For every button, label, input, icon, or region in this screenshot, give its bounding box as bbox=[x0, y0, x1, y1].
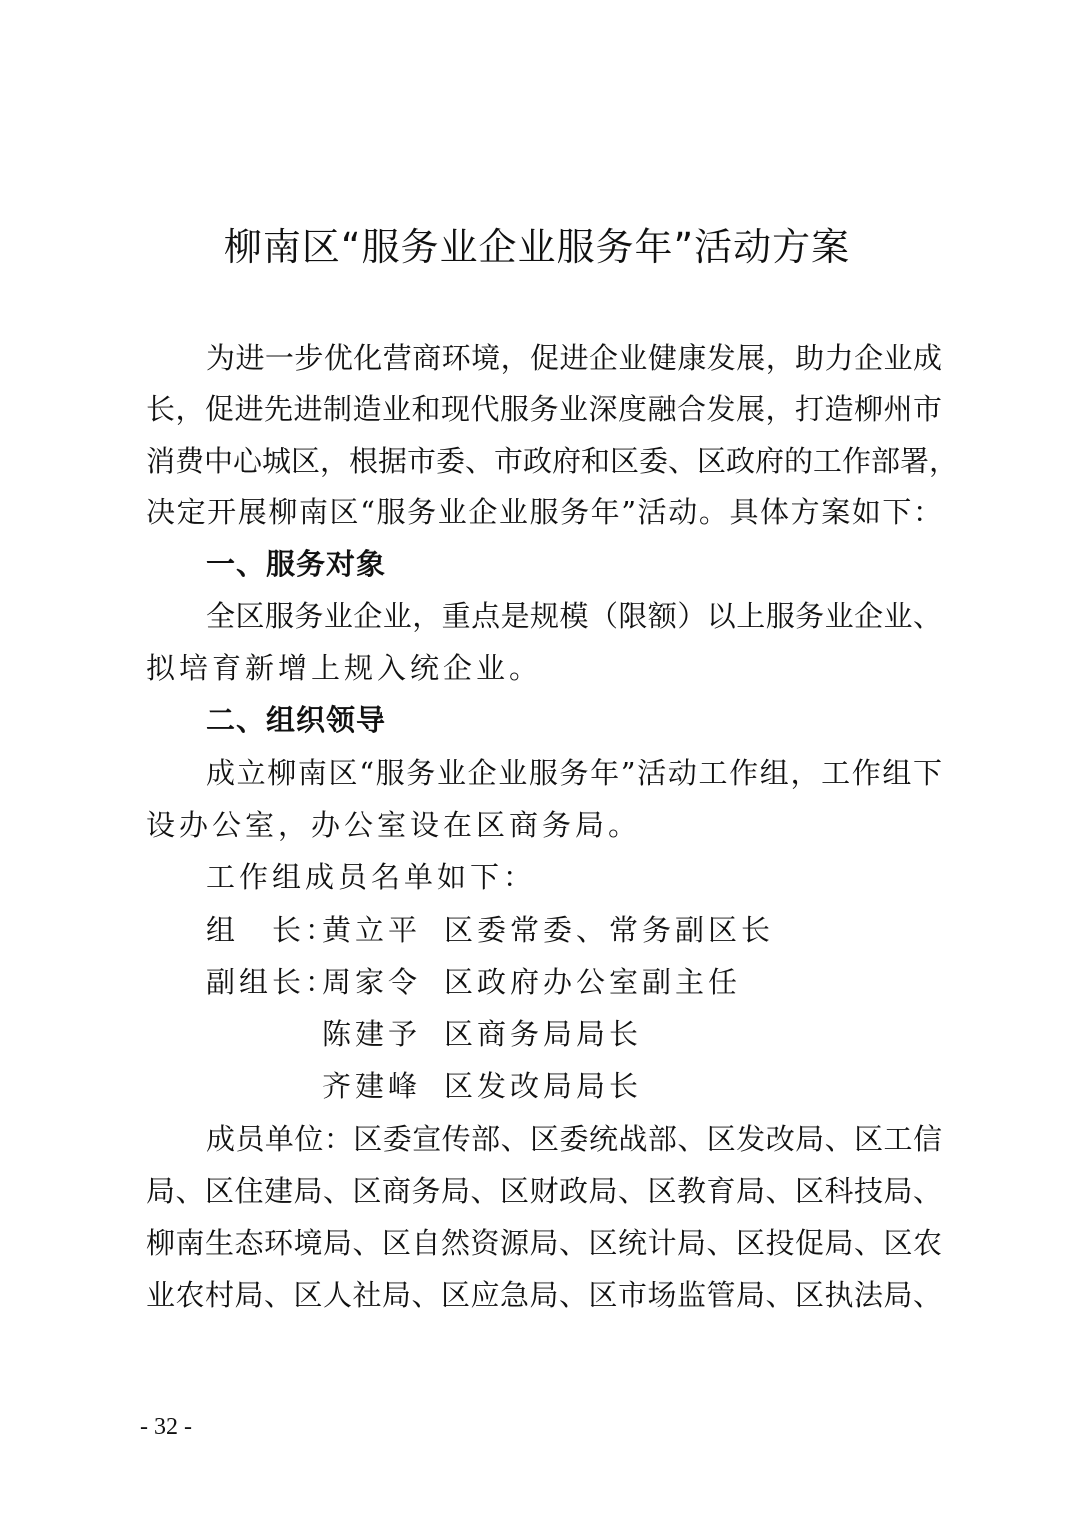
units-line-4: 业农村局、区人社局、区应急局、区市场监管局、区执法局、 bbox=[146, 1278, 942, 1312]
document-title: 柳南区“服务业企业服务年”活动方案 bbox=[223, 225, 851, 269]
member-list-intro: 工作组成员名单如下： bbox=[206, 860, 537, 894]
member-name: 齐建峰 bbox=[322, 1069, 422, 1103]
intro-line-4: 决定开展柳南区“服务业企业服务年”活动。具体方案如下： bbox=[146, 495, 942, 529]
section2-line-1: 成立柳南区“服务业企业服务年”活动工作组，工作组下 bbox=[206, 756, 942, 790]
units-line-3: 柳南生态环境局、区自然资源局、区统计局、区投促局、区农 bbox=[146, 1226, 942, 1260]
member-role: 区政府办公室副主任 bbox=[444, 965, 742, 999]
page-number: - 32 - bbox=[140, 1414, 192, 1440]
member-label: 副组长： bbox=[206, 965, 339, 999]
section1-line-1: 全区服务业企业，重点是规模（限额）以上服务业企业、 bbox=[206, 599, 942, 633]
member-role: 区委常委、常务副区长 bbox=[444, 913, 775, 947]
section-heading-organization: 二、组织领导 bbox=[206, 703, 387, 737]
member-label: 组 长： bbox=[206, 913, 339, 947]
member-name: 陈建予 bbox=[322, 1017, 422, 1051]
units-line-2: 局、区住建局、区商务局、区财政局、区教育局、区科技局、 bbox=[146, 1174, 942, 1208]
member-name: 黄立平 bbox=[322, 913, 422, 947]
member-role: 区发改局局长 bbox=[444, 1069, 643, 1103]
section2-line-2: 设办公室，办公室设在区商务局。 bbox=[146, 808, 642, 842]
section1-line-2: 拟培育新增上规入统企业。 bbox=[146, 651, 543, 685]
member-role: 区商务局局长 bbox=[444, 1017, 643, 1051]
section-heading-service-target: 一、服务对象 bbox=[206, 547, 387, 581]
intro-line-1: 为进一步优化营商环境，促进企业健康发展，助力企业成 bbox=[206, 341, 942, 375]
intro-line-3: 消费中心城区，根据市委、市政府和区委、区政府的工作部署， bbox=[146, 444, 959, 478]
units-line-1: 成员单位：区委宣传部、区委统战部、区发改局、区工信 bbox=[206, 1122, 942, 1156]
member-name: 周家令 bbox=[322, 965, 422, 999]
intro-line-2: 长，促进先进制造业和现代服务业深度融合发展，打造柳州市 bbox=[146, 392, 942, 426]
